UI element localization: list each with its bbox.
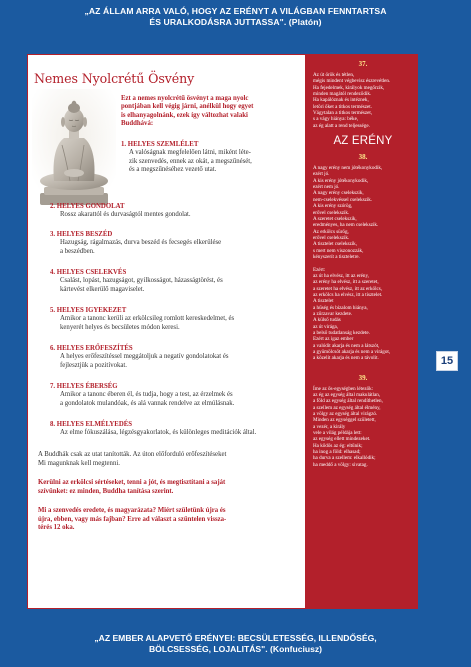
closing-line: Mi magunknak kell megtenni. bbox=[38, 459, 120, 467]
step-line: a gondolatok mulandóak, és alá vannak rendelve az elmúlásnak. bbox=[60, 399, 235, 407]
top-quote-line2: ÉS URALKODÁSRA JUTTASSA". (Platón) bbox=[149, 17, 322, 27]
closing-line: Kerülni az erkölcsi sértéseket, tenni a jót, és megtisztítani a saját bbox=[38, 479, 226, 486]
verse-line: a hűség és bizalom hiánya, bbox=[313, 304, 368, 311]
verse-number: 37. bbox=[358, 60, 368, 68]
step-line: A valóságnak megfelelően látni, miként léte- bbox=[129, 149, 251, 157]
verse-line: eredményes, ha nem cselekszik. bbox=[313, 222, 379, 229]
verse-line: A kis erény jótékonykodik, bbox=[313, 177, 369, 184]
verse-line: letöri őket a titkos természet. bbox=[313, 103, 372, 110]
verse-line: A tisztelet bbox=[313, 298, 334, 305]
step-line: fejlesztjük a pozitívokat. bbox=[60, 361, 128, 369]
verse-line: az ég az egység által makulátlan, bbox=[313, 392, 381, 399]
verse-line: Íme az ős-egységben létezők: bbox=[313, 385, 374, 392]
verse-line: A kis erény szórög, bbox=[313, 203, 353, 210]
verse-line: mégis mindent végbevisz észrevétlen. bbox=[313, 78, 391, 85]
step-6 bbox=[50, 345, 305, 370]
verse-line: s mert nem viszonozzák, bbox=[313, 247, 364, 254]
verse-line: az erkölcs ha elvész, itt a tisztelet. bbox=[313, 291, 383, 298]
closing-line: újra, ebben, vagy más fajban? Erre ad választ a szüntelen vissza- bbox=[38, 515, 227, 523]
intro-line: pontjában kell végig járni, anélkül hogy egyet bbox=[121, 103, 254, 111]
verse-line: a belső tudatlanság kezdete. bbox=[313, 329, 370, 336]
verse-line: A nagy erény cselekszik, bbox=[313, 190, 364, 197]
side-panel bbox=[306, 54, 418, 609]
step-7 bbox=[50, 383, 305, 408]
verse-line: ha meddő a völgy: sivatag. bbox=[313, 461, 368, 468]
verse-line: nem-cselekvéssel cselekszik. bbox=[313, 196, 373, 203]
step-title: 3. HELYES BESZÉD bbox=[50, 231, 113, 238]
step-description bbox=[50, 391, 305, 408]
verse-line: az ég alatt a rend teljessége. bbox=[313, 122, 370, 129]
verse-line: ezért jó. bbox=[313, 171, 330, 178]
section-title: AZ ERÉNY bbox=[333, 135, 393, 148]
top-quote bbox=[0, 6, 471, 28]
step-title: 7. HELYES ÉBERSÉG bbox=[50, 383, 118, 390]
verse-line: Ha kapálóznak és intéznek, bbox=[313, 97, 369, 104]
step-title: 6. HELYES ERŐFESZÍTÉS bbox=[50, 345, 133, 352]
verse-line: Az út örök és tétlen, bbox=[313, 72, 355, 78]
step-2 bbox=[50, 203, 305, 220]
verse-line: ha durva a szellem: elkallódik; bbox=[313, 455, 376, 462]
closing-line: A Buddhák csak az utat tanították. Az úton előforduló erőfeszítéseket bbox=[38, 451, 227, 458]
top-quote-line1: „AZ ÁLLAM ARRA VALÓ, HOGY AZ ERÉNYT A VILÁGBAN FENNTARTSA bbox=[84, 6, 387, 16]
bottom-quote bbox=[0, 633, 471, 655]
step-line: Amikor a tanonc éberen él, és tudja, hogy a test, az érzelmek és bbox=[60, 391, 233, 399]
bottom-quote-line2: BÖLCSESSÉG, LOJALITÁS". (Konfuciusz) bbox=[148, 644, 323, 654]
step-line: zik szenvedés, ennek az okát, a megszűnését, bbox=[129, 157, 252, 165]
verse-line: kényszerít a tiszteletre. bbox=[313, 253, 360, 260]
verse-line: A szeretet cselekszik, bbox=[313, 215, 357, 222]
verse-line: ha inog a föld: elhasad; bbox=[313, 449, 361, 456]
verse-line: az erény ha elvész, itt a szeretet, bbox=[313, 279, 379, 286]
closing-paragraph-2 bbox=[38, 479, 300, 496]
step-line: kenyerét helyes és becsületes módon keresi. bbox=[60, 323, 180, 331]
closing-line: térés 12 oka. bbox=[38, 524, 75, 531]
step-title: 4. HELYES CSELEKVÉS bbox=[50, 269, 127, 276]
verse-line: A nagy erény nem jótékonykodik, bbox=[313, 165, 383, 172]
step-description bbox=[50, 315, 305, 332]
step-line: Csalást, lopást, hazugságot, gyilkosságot, házasságtörést, és bbox=[60, 277, 223, 285]
step-4 bbox=[50, 269, 305, 294]
step-line: kártevést elkerülő magaviselet. bbox=[60, 285, 145, 293]
step-5 bbox=[50, 307, 305, 332]
verse-line: ezért nem jó. bbox=[313, 184, 340, 191]
verse-line: a szeretet ha elvész, itt az erkölcs, bbox=[313, 285, 383, 292]
buddha-statue-icon bbox=[32, 89, 116, 211]
step-description bbox=[50, 239, 305, 256]
step-description bbox=[50, 211, 305, 220]
page-title: Nemes Nyolcrétű Ösvény bbox=[34, 71, 195, 86]
bottom-quote-line1: „AZ EMBER ALAPVETŐ ERÉNYEI: BECSÜLETESSÉG, ILLENDŐSÉG, bbox=[94, 633, 377, 643]
verse-line: Ezért: bbox=[313, 266, 326, 273]
verse-39 bbox=[313, 386, 413, 468]
step-line: Az elme fókuszálása, légzésgyakorlatok, és különleges meditációk által. bbox=[60, 429, 257, 437]
verse-line: Ezért az igaz ember bbox=[313, 336, 354, 343]
verse-line: a völgy az egység által virágzó. bbox=[313, 411, 378, 418]
closing-line: Mi a szenvedés eredete, és magyarázata? Miért születünk újra és bbox=[38, 507, 226, 514]
verse-line: Ha fejedelmek, királyok megőrzik, bbox=[313, 84, 385, 91]
step-description bbox=[50, 353, 305, 370]
closing-paragraph-1 bbox=[38, 451, 300, 468]
step-title: 5. HELYES IGYEKEZET bbox=[50, 307, 127, 314]
verse-38 bbox=[313, 165, 413, 362]
verse-line: az út ha elvész, itt az erény, bbox=[313, 272, 369, 279]
closing-paragraph-3 bbox=[38, 507, 300, 533]
main-panel bbox=[27, 54, 306, 609]
verse-line: Az erkölcs sürög, bbox=[313, 228, 349, 235]
verse-number: 38. bbox=[358, 153, 368, 162]
step-line: Rossz akarattól és durvaságtól mentes gondolat. bbox=[60, 211, 191, 219]
verse-line: a zűrzavar kezdete. bbox=[313, 310, 353, 317]
verse-line: vele a világ példája lett: bbox=[313, 430, 362, 437]
step-title: 1. HELYES SZEMLÉLET bbox=[121, 141, 199, 148]
step-1 bbox=[121, 141, 301, 175]
closing-line: szívünket: ez minden, Buddha tanítása szerint. bbox=[38, 487, 174, 495]
verse-line: az egység ellett mindezeket. bbox=[313, 436, 371, 443]
verse-line: erővel cselekszik. bbox=[313, 209, 350, 216]
verse-line: a föld az egység által rendíthetlen, bbox=[313, 398, 383, 405]
intro-text bbox=[121, 95, 301, 129]
page-number: 15 bbox=[436, 351, 458, 371]
verse-line: a közelit akarja és nem a távolit. bbox=[313, 355, 379, 362]
verse-line: A tisztelet cselekszik, bbox=[313, 241, 357, 248]
step-line: és a megszűnéséhez vezető utat. bbox=[129, 166, 217, 174]
step-8 bbox=[50, 421, 305, 438]
step-line: A helyes erőfeszítéssel meggátoljuk a negatív gondolatokat és bbox=[60, 353, 229, 361]
verse-line: A külső tudás bbox=[313, 317, 341, 324]
step-description bbox=[121, 149, 301, 175]
verse-line: Vágytalan a titkos természet, bbox=[313, 110, 373, 117]
intro-line: Buddhává: bbox=[121, 120, 154, 128]
intro-line: is elhanyagolnánk, ezek így változhat valaki bbox=[121, 111, 248, 119]
verse-line: Ha kődős az ég: eltűnik; bbox=[313, 442, 363, 449]
verse-line: a szellem az egység által élmény, bbox=[313, 404, 381, 411]
verse-line: az út virága, bbox=[313, 323, 339, 330]
step-title: 8. HELYES ELMÉLYEDÉS bbox=[50, 421, 133, 428]
verse-line: a valódit akarja és nem a látszót, bbox=[313, 342, 380, 349]
verse-number: 39. bbox=[358, 373, 368, 382]
verse-line: a vezér, a király bbox=[313, 423, 346, 430]
step-title: 2. HELYES GONDOLAT bbox=[50, 203, 125, 210]
step-line: Hazugság, rágalmazás, durva beszéd és fecsegés elkerülése bbox=[60, 239, 222, 247]
verse-line: minden magától rendeződik. bbox=[313, 91, 372, 98]
verse-line: a gyümölcsöt akarja és nem a virágot, bbox=[313, 349, 391, 356]
verse-line: s a vágy hiánya: béke, bbox=[313, 116, 359, 123]
verse-37 bbox=[313, 72, 413, 129]
step-3 bbox=[50, 231, 305, 256]
intro-line: Ezt a nemes nyolcrétű ösvényt a maga nyolc bbox=[121, 95, 249, 102]
step-description bbox=[50, 277, 305, 294]
verse-line: Minden az egységgel született, bbox=[313, 417, 376, 424]
step-line: Amikor a tanonc kerüli az erkölcsileg romlott kereskedelmet, és bbox=[60, 315, 235, 323]
verse-line: erővel cselekszik. bbox=[313, 234, 350, 241]
step-description bbox=[50, 429, 305, 438]
step-line: a beszédben. bbox=[60, 247, 95, 255]
